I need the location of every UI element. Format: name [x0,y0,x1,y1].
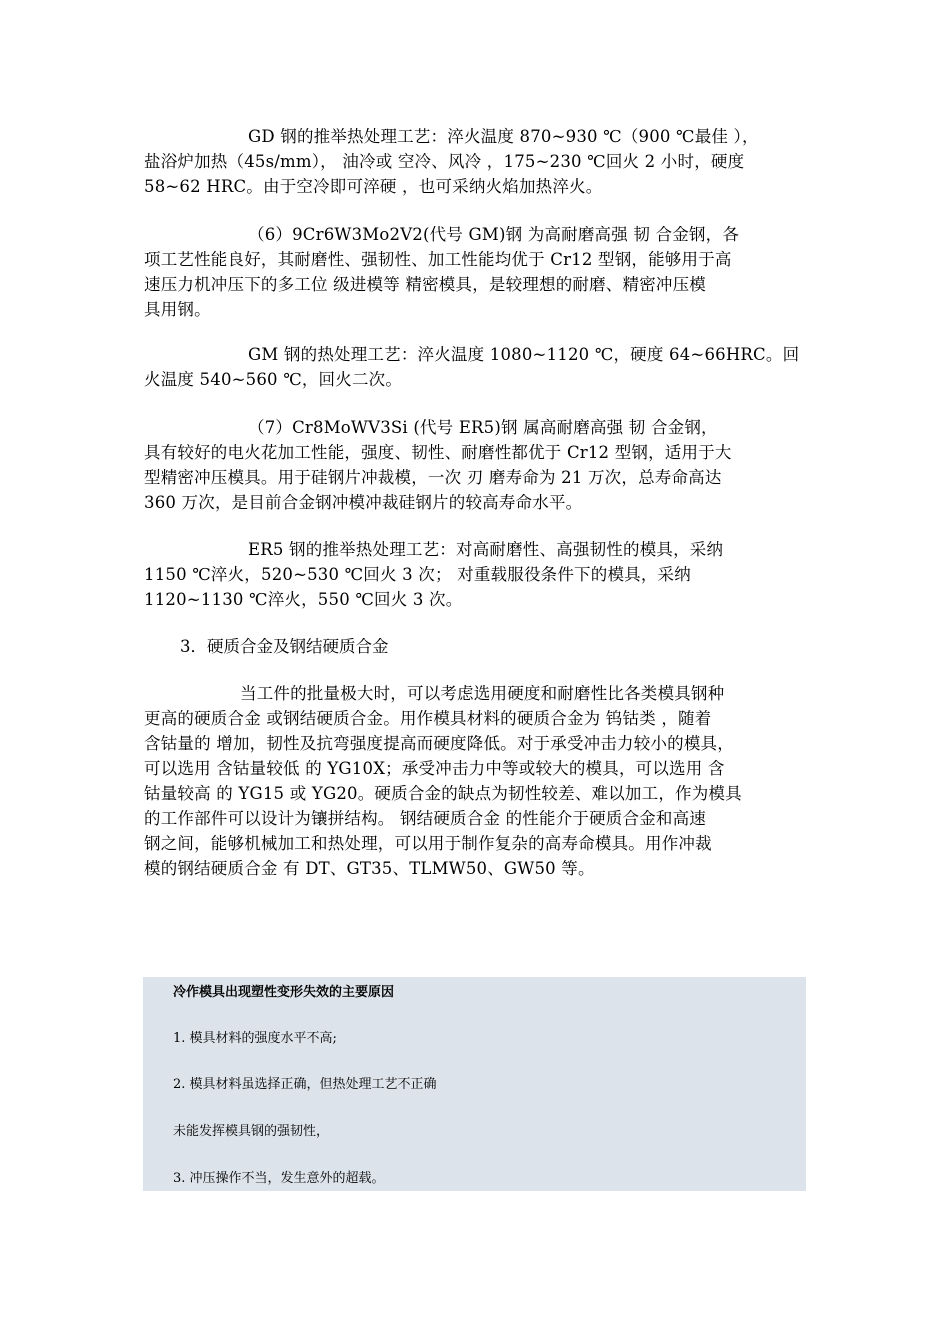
text-line: （7）Cr8MoWV3Si (代号 ER5)钢 属高耐磨高强 韧 合金钢， [248,418,718,437]
text-line: 的工作部件可以设计为镶拼结构。 钢结硬质合金 的性能介于硬质合金和高速 [144,809,706,828]
text-line: 火温度 540~560 ℃，回火二次。 [144,370,403,389]
text-line: 1150 ℃淬火，520~530 ℃回火 3 次； 对重载服役条件下的模具，采纳 [144,565,691,584]
text-line: GD 钢的推举热处理工艺：淬火温度 870~930 ℃（900 ℃最佳 ）， [248,127,759,146]
text-line: 型精密冲压模具。用于硅钢片冲裁模，一次 刃 磨寿命为 21 万次，总寿命高达 [144,468,722,487]
text-line: 钴量较高 的 YG15 或 YG20。硬质合金的缺点为韧性较差、难以加工，作为模具 [144,784,742,803]
gm-steel-paragraph [144,222,824,322]
gm-heat-treatment-paragraph [144,342,824,392]
text-line: 速压力机冲压下的多工位 级进模等 精密模具，是较理想的耐磨、精密冲压模 [144,275,706,294]
text-line: 具有较好的电火花加工性能，强度、韧性、耐磨性都优于 Cr12 型钢，适用于大 [144,443,732,462]
callout-item: 3. 冲压操作不当，发生意外的超载。 [173,1171,385,1186]
callout-title: 冷作模具出现塑性变形失效的主要原因 [173,985,395,1000]
text-line: 可以选用 含钴量较低 的 YG10X；承受冲击力中等或较大的模具，可以选用 含 [144,759,725,778]
text-line: 具用钢。 [144,300,211,319]
section-heading: 3．硬质合金及钢结硬质合金 [180,637,389,656]
text-line: ER5 钢的推举热处理工艺：对高耐磨性、高强韧性的模具，采纳 [248,540,724,559]
er5-heat-treatment-paragraph [144,537,824,612]
text-line: GM 钢的热处理工艺：淬火温度 1080~1120 ℃，硬度 64~66HRC。回 [248,345,800,364]
text-line: 模的钢结硬质合金 有 DT、GT35、TLMW50、GW50 等。 [144,859,595,878]
callout-item: 未能发挥模具钢的强韧性， [173,1124,330,1139]
plastic-deformation-callout [143,977,806,1191]
callout-item: 1. 模具材料的强度水平不高; [173,1031,337,1046]
text-line: 1120~1130 ℃淬火，550 ℃回火 3 次。 [144,590,463,609]
text-line: 更高的硬质合金 或钢结硬质合金。用作模具材料的硬质合金为 钨钴类 ，随着 [144,709,712,728]
text-line: 含钴量的 增加，韧性及抗弯强度提高而硬度降低。对于承受冲击力较小的模具， [144,734,734,753]
text-line: 项工艺性能良好，其耐磨性、强韧性、加工性能均优于 Cr12 型钢，能够用于高 [144,250,732,269]
text-line: 盐浴炉加热（45s/mm）， 油冷或 空冷、风冷 ，175~230 ℃回火 2 小时，硬度 [144,152,745,171]
carbide-paragraph [144,681,824,881]
text-line: 58~62 HRC。由于空冷即可淬硬 ，也可采纳火焰加热淬火。 [144,177,603,196]
text-line: 钢之间，能够机械加工和热处理，可以用于制作复杂的高寿命模具。用作冲裁 [144,834,712,853]
text-line: （6）9Cr6W3Mo2V2(代号 GM)钢 为高耐磨高强 韧 合金钢，各 [248,225,740,244]
text-line: 当工件的批量极大时，可以考虑选用硬度和耐磨性比各类模具钢种 [240,684,725,703]
text-line: 360 万次，是目前合金钢冲模冲裁硅钢片的较高寿命水平。 [144,493,583,512]
callout-item: 2. 模具材料虽选择正确，但热处理工艺不正确 [173,1077,437,1092]
gd-heat-treatment-paragraph [144,124,824,199]
er5-steel-paragraph [144,415,824,515]
